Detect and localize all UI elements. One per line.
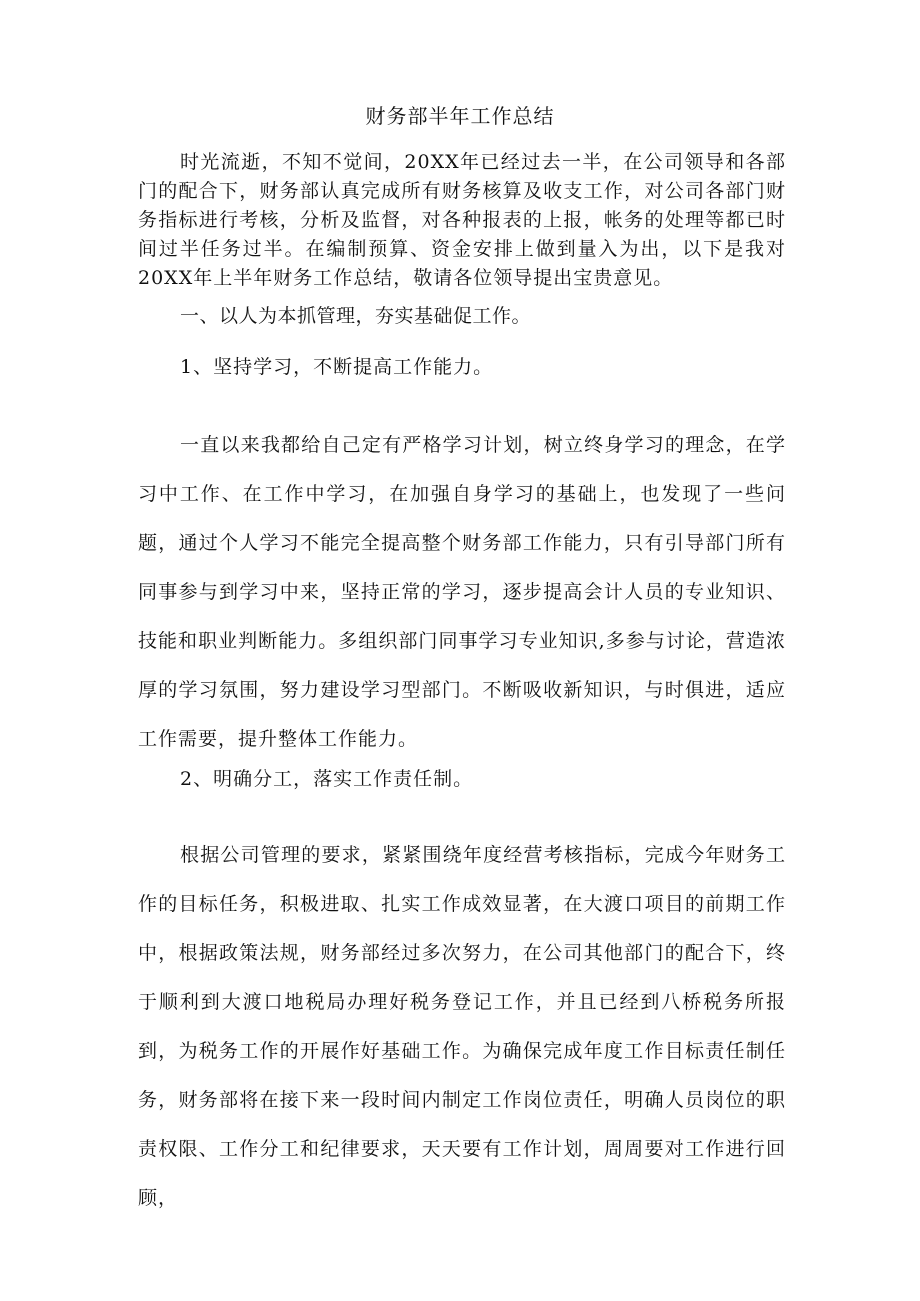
intro-paragraph: 时光流逝，不知不觉间，20XX年已经过去一半，在公司领导和各部门的配合下，财务部认真完成所有财务核算及收支工作，对公司各部门财务指标进行考核，分析及监督，对各种报表的上报，帐务的处理等都已时间过半任务过半。在编制预算、资金安排上做到量入为出，以下是我对20XX年上半年财务工作总结，敬请各位领导提出宝贵意见。 [138,151,786,289]
page-title: 财务部半年工作总结 [365,104,555,128]
section-heading-1: 一、以人为本抓管理，夯实基础促工作。 [180,305,532,327]
subsection-1-paragraph: 一直以来我都给自己定有严格学习计划，树立终身学习的理念，在学习中工作、在工作中学习，在加强自身学习的基础上，也发现了一些问题，通过个人学习不能完全提高整个财务部工作能力，只有引导部门所有同事参与到学习中来，坚持正常的学习，逐步提高会计人员的专业知识、技能和职业判断能力。多组织部门同事学习专业知识,多参与讨论，营造浓厚的学习氛围，努力建设学习型部门。不断吸收新知识，与时俱进，适应工作需要，提升整体工作能力。 [138,434,786,750]
subsection-2-paragraph: 根据公司管理的要求，紧紧围绕年度经营考核指标，完成今年财务工作的目标任务，积极进取、扎实工作成效显著，在大渡口项目的前期工作中，根据政策法规，财务部经过多次努力，在公司其他部门的配合下，终于顺利到大渡口地税局办理好税务登记工作，并且已经到八桥税务所报到，为税务工作的开展作好基础工作。为确保完成年度工作目标责任制任务，财务部将在接下来一段时间内制定工作岗位责任，明确人员岗位的职责权限、工作分工和纪律要求，天天要有工作计划，周周要对工作进行回顾， [138,844,786,1209]
subsection-heading-2: 2、明确分工，落实工作责任制。 [180,768,474,790]
subsection-heading-1: 1、坚持学习，不断提高工作能力。 [180,356,494,378]
